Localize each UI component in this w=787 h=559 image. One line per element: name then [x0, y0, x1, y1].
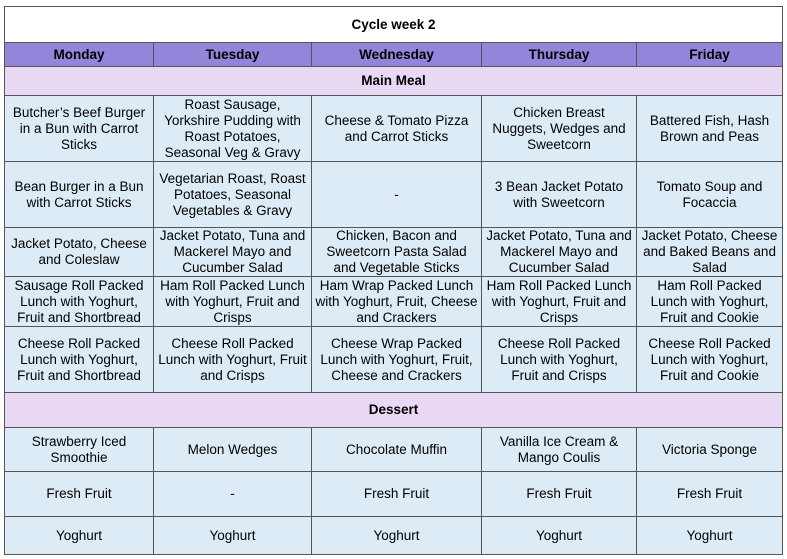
meal-cell: Chicken Breast Nuggets, Wedges and Sweetcorn	[482, 96, 637, 162]
meal-cell: Cheese Roll Packed Lunch with Yoghurt, Fruit and Crisps	[482, 327, 637, 393]
dessert-cell: Fresh Fruit	[637, 472, 783, 517]
meal-cell: -	[312, 162, 482, 228]
day-header-tuesday: Tuesday	[154, 43, 312, 67]
meal-cell: Ham Wrap Packed Lunch with Yoghurt, Fruit, Cheese and Crackers	[312, 277, 482, 327]
meal-cell: Cheese Roll Packed Lunch with Yoghurt, Fruit and Shortbread	[5, 327, 154, 393]
section-main-meal	[5, 67, 783, 96]
table-title: Cycle week 2	[5, 7, 783, 43]
meal-cell: Jacket Potato, Cheese and Coleslaw	[5, 228, 154, 277]
meal-cell: Cheese Roll Packed Lunch with Yoghurt, Fruit and Cookie	[637, 327, 783, 393]
meal-cell: Ham Roll Packed Lunch with Yoghurt, Fruit and Cookie	[637, 277, 783, 327]
table-row	[5, 517, 783, 555]
dessert-cell: Vanilla Ice Cream & Mango Coulis	[482, 428, 637, 472]
day-header-monday: Monday	[5, 43, 154, 67]
section-heading-dessert: Dessert	[5, 393, 783, 428]
meal-cell: Ham Roll Packed Lunch with Yoghurt, Fruit and Crisps	[482, 277, 637, 327]
table-row	[5, 162, 783, 228]
meal-cell: Tomato Soup and Focaccia	[637, 162, 783, 228]
dessert-cell: Fresh Fruit	[312, 472, 482, 517]
dessert-cell: Chocolate Muffin	[312, 428, 482, 472]
title-row	[5, 7, 783, 43]
section-heading-main-meal: Main Meal	[5, 67, 783, 96]
meal-cell: Roast Sausage, Yorkshire Pudding with Roast Potatoes, Seasonal Veg & Gravy	[154, 96, 312, 162]
dessert-cell: -	[154, 472, 312, 517]
meal-cell: Cheese Wrap Packed Lunch with Yoghurt, Fruit, Cheese and Crackers	[312, 327, 482, 393]
meal-cell: Battered Fish, Hash Brown and Peas	[637, 96, 783, 162]
meal-cell: Cheese & Tomato Pizza and Carrot Sticks	[312, 96, 482, 162]
meal-cell: Butcher’s Beef Burger in a Bun with Carrot Sticks	[5, 96, 154, 162]
meal-cell: Jacket Potato, Cheese and Baked Beans and Salad	[637, 228, 783, 277]
table-row	[5, 277, 783, 327]
dessert-cell: Fresh Fruit	[482, 472, 637, 517]
dessert-cell: Yoghurt	[312, 517, 482, 555]
dessert-cell: Yoghurt	[5, 517, 154, 555]
day-header-thursday: Thursday	[482, 43, 637, 67]
dessert-cell: Yoghurt	[482, 517, 637, 555]
table-row	[5, 472, 783, 517]
meal-cell: Vegetarian Roast, Roast Potatoes, Seasonal Vegetables & Gravy	[154, 162, 312, 228]
dessert-cell: Melon Wedges	[154, 428, 312, 472]
table-row	[5, 96, 783, 162]
meal-cell: Jacket Potato, Tuna and Mackerel Mayo and Cucumber Salad	[482, 228, 637, 277]
meal-cell: Jacket Potato, Tuna and Mackerel Mayo and Cucumber Salad	[154, 228, 312, 277]
dessert-cell: Victoria Sponge	[637, 428, 783, 472]
menu-table	[4, 6, 783, 555]
meal-cell: Ham Roll Packed Lunch with Yoghurt, Fruit and Crisps	[154, 277, 312, 327]
meal-cell: Cheese Roll Packed Lunch with Yoghurt, Fruit and Crisps	[154, 327, 312, 393]
day-header-friday: Friday	[637, 43, 783, 67]
meal-cell: Sausage Roll Packed Lunch with Yoghurt, Fruit and Shortbread	[5, 277, 154, 327]
dessert-cell: Fresh Fruit	[5, 472, 154, 517]
table-row	[5, 428, 783, 472]
meal-cell: 3 Bean Jacket Potato with Sweetcorn	[482, 162, 637, 228]
day-header-row	[5, 43, 783, 67]
table-row	[5, 327, 783, 393]
dessert-cell: Strawberry Iced Smoothie	[5, 428, 154, 472]
dessert-cell: Yoghurt	[637, 517, 783, 555]
meal-cell: Chicken, Bacon and Sweetcorn Pasta Salad and Vegetable Sticks	[312, 228, 482, 277]
dessert-cell: Yoghurt	[154, 517, 312, 555]
section-dessert	[5, 393, 783, 428]
meal-cell: Bean Burger in a Bun with Carrot Sticks	[5, 162, 154, 228]
table-row	[5, 228, 783, 277]
day-header-wednesday: Wednesday	[312, 43, 482, 67]
